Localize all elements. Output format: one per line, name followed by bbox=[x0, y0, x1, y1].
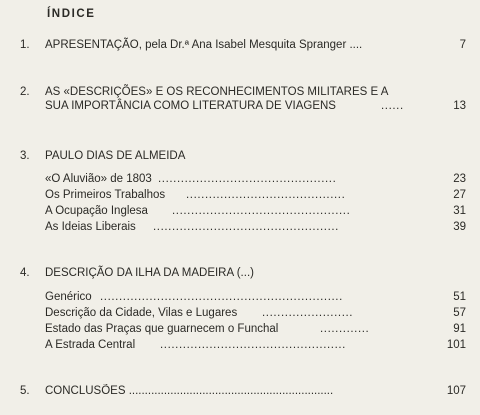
page-number: 51 bbox=[453, 291, 466, 303]
subentry-label: As Ideias Liberais bbox=[45, 221, 136, 233]
dot-leader: ................................................. bbox=[153, 221, 339, 233]
dot-leader: ............. bbox=[320, 323, 370, 335]
dot-leader: ............................................... bbox=[172, 205, 351, 217]
section-title-continued: SUA IMPORTÂNCIA COMO LITERATURA DE VIAGENS bbox=[45, 100, 336, 112]
page-number: 91 bbox=[453, 323, 466, 335]
section-heading: PAULO DIAS DE ALMEIDA bbox=[45, 150, 186, 162]
section-heading: DESCRIÇÃO DA ILHA DA MADEIRA (...) bbox=[45, 267, 254, 279]
subentry-label: Estado das Praças que guarnecem o Funchal bbox=[45, 323, 279, 335]
page-number: 39 bbox=[453, 221, 466, 233]
page-number: 101 bbox=[446, 339, 466, 351]
page-number: 107 bbox=[446, 385, 466, 397]
section-number: 2. bbox=[20, 86, 30, 98]
page-number: 23 bbox=[453, 173, 466, 185]
section-title: APRESENTAÇÃO, pela Dr.ª Ana Isabel Mesquita Spranger .... bbox=[45, 39, 363, 51]
dot-leader: ...... bbox=[381, 100, 404, 112]
section-title: CONCLUSÕES ................................................................ bbox=[45, 385, 334, 397]
subentry-label: A Ocupação Inglesa bbox=[45, 205, 148, 217]
section-number: 1. bbox=[20, 39, 30, 51]
section-title: AS «DESCRIÇÕES» E OS RECONHECIMENTOS MILITARES E A bbox=[45, 86, 389, 98]
page-number: 27 bbox=[453, 189, 466, 201]
dot-leader: ........................ bbox=[262, 307, 354, 319]
page-number: 13 bbox=[453, 100, 466, 112]
page-title: ÍNDICE bbox=[47, 8, 96, 20]
section-number: 3. bbox=[20, 150, 30, 162]
section-number: 4. bbox=[20, 267, 30, 279]
page-number: 7 bbox=[459, 39, 466, 51]
subentry-label: «O Aluvião» de 1803 bbox=[45, 173, 152, 185]
page-number: 31 bbox=[453, 205, 466, 217]
dot-leader: ................................................................ bbox=[100, 291, 343, 303]
subentry-label: A Estrada Central bbox=[45, 339, 136, 351]
subentry-label: Os Primeiros Trabalhos bbox=[45, 189, 166, 201]
dot-leader: ............................................... bbox=[158, 173, 337, 185]
section-number: 5. bbox=[20, 385, 30, 397]
dot-leader: .......................................... bbox=[186, 189, 346, 201]
subentry-label: Descrição da Cidade, Vilas e Lugares bbox=[45, 307, 238, 319]
subentry-label: Genérico bbox=[45, 291, 92, 303]
dot-leader: ................................................. bbox=[160, 339, 346, 351]
page-number: 57 bbox=[453, 307, 466, 319]
